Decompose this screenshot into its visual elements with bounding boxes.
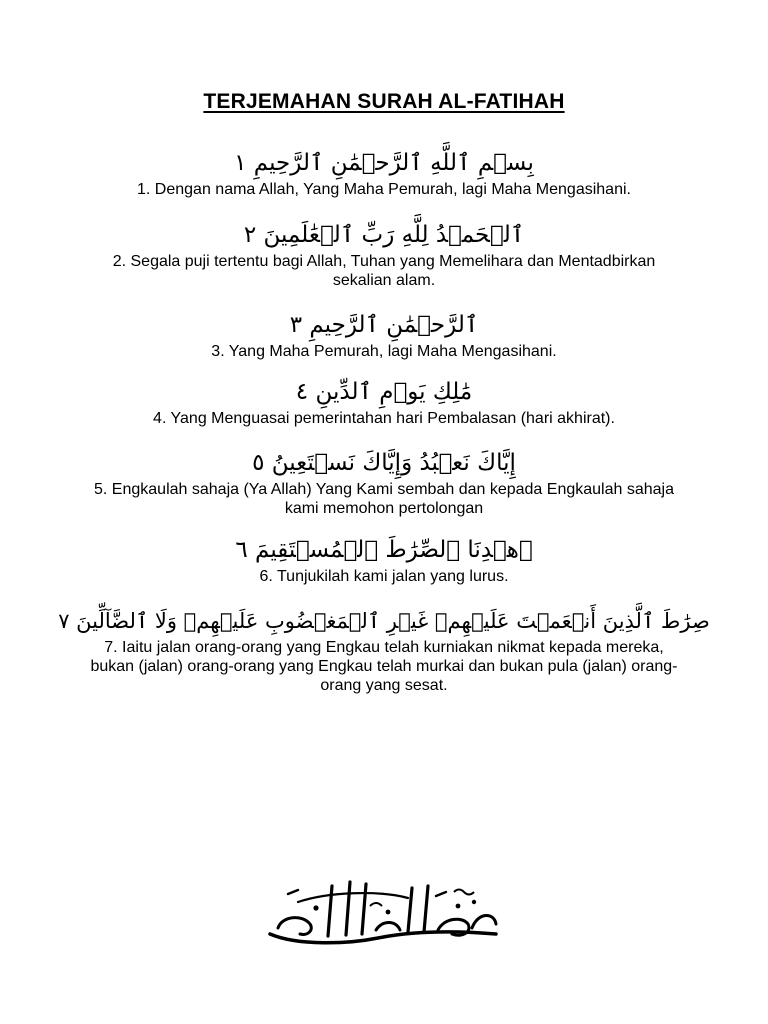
verse-5-translation: 5. Engkaulah sahaja (Ya Allah) Yang Kami sembah dan kepada Engkaulah sahaja kami memohon pertolongan: [94, 481, 674, 517]
verse-5-arabic: إِيَّاكَ نَعۡبُدُ وَإِيَّاكَ نَسۡتَعِينُ ٥: [252, 450, 516, 476]
verse-2-translation: 2. Segala puji tertentu bagi Allah, Tuhan yang Memelihara dan Mentadbirkan sekalian alam.: [112, 253, 656, 289]
verse-5: [0, 446, 768, 518]
verse-7-arabic: صِرَٰطَ ٱلَّذِينَ أَنۡعَمۡتَ عَلَيۡهِمۡ غَيۡرِ ٱلۡمَغۡضُوبِ عَلَيۡهِمۡ وَلَا ٱلضَّآلِّينَ ٧: [58, 609, 710, 633]
verse-3-translation: 3. Yang Maha Pemurah, lagi Maha Mengasihani.: [211, 343, 557, 360]
page-title: [0, 90, 768, 114]
verse-6: [0, 533, 768, 586]
calligraphy-graphic: [258, 872, 508, 952]
verse-4-arabic: مَٰلِكِ يَوۡمِ ٱلدِّينِ ٤: [295, 379, 473, 405]
verse-7-translation: 7. Iaitu jalan orang-orang yang Engkau telah kurniakan nikmat kepada mereka, bukan (jalan) orang-orang yang Engkau telah murkai dan bukan pula (jalan) orang-orang yang sesat.: [90, 639, 678, 694]
verse-2: [0, 218, 768, 290]
verse-1: [0, 146, 768, 199]
closing-calligraphy: [258, 872, 508, 952]
verse-2-arabic: ٱلۡحَمۡدُ لِلَّهِ رَبِّ ٱلۡعَٰلَمِينَ ٢: [243, 222, 525, 248]
verse-1-translation: 1. Dengan nama Allah, Yang Maha Pemurah, lagi Maha Mengasihani.: [137, 181, 631, 198]
verse-4-translation: 4. Yang Menguasai pemerintahan hari Pembalasan (hari akhirat).: [153, 410, 615, 427]
verse-4: [0, 375, 768, 428]
verse-7: [0, 604, 768, 695]
verse-3-arabic: ٱلرَّحۡمَٰنِ ٱلرَّحِيمِ ٣: [289, 312, 479, 338]
verse-1-arabic: بِسۡمِ ٱللَّهِ ٱلرَّحۡمَٰنِ ٱلرَّحِيمِ ١: [234, 150, 534, 176]
page-title-text: TERJEMAHAN SURAH AL-FATIHAH: [203, 90, 565, 113]
verse-6-arabic: ٱهۡدِنَا ٱلصِّرَٰطَ ٱلۡمُسۡتَقِيمَ ٦: [235, 537, 533, 563]
verse-6-translation: 6. Tunjukilah kami jalan yang lurus.: [259, 568, 509, 585]
verse-3: [0, 308, 768, 361]
